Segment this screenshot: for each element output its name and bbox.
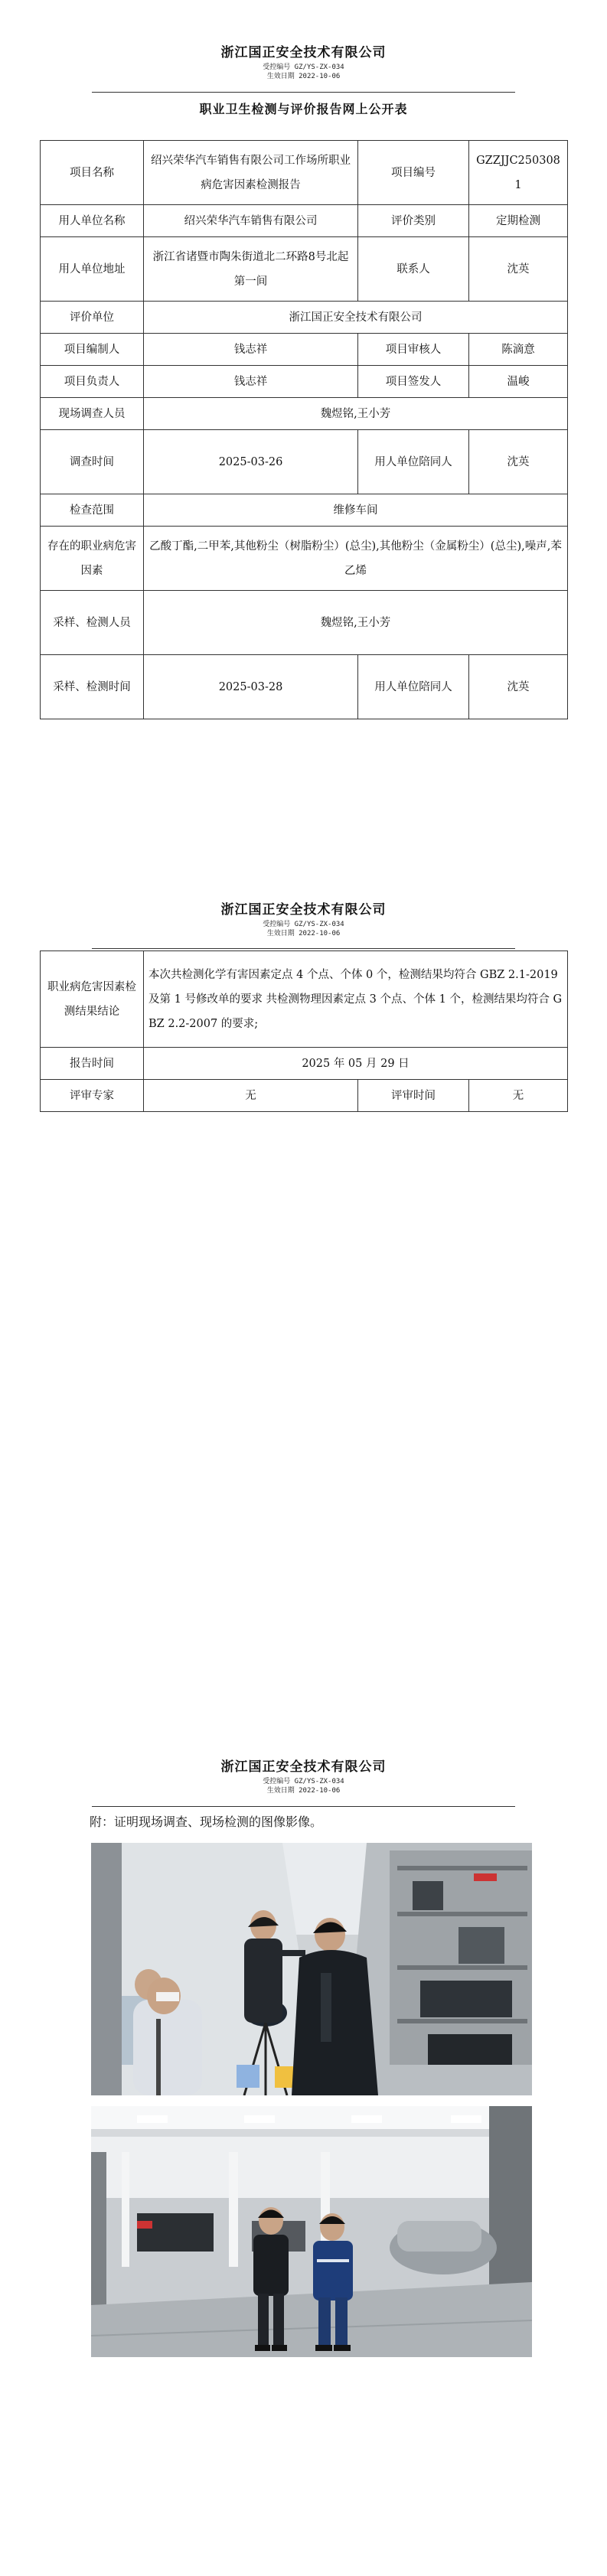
project-name-value: 绍兴荣华汽车销售有限公司工作场所职业病危害因素检测报告 — [144, 141, 358, 205]
leader-label: 项目负责人 — [41, 366, 144, 398]
table-row — [41, 1048, 568, 1080]
project-number-value: GZZJJC2503081 — [469, 141, 568, 205]
review-expert-label: 评审专家 — [41, 1080, 144, 1112]
survey-escort-label: 用人单位陪同人 — [358, 430, 469, 494]
report-time-label: 报告时间 — [41, 1048, 144, 1080]
table-row — [41, 366, 568, 398]
page-2 — [0, 842, 607, 1684]
page-3 — [0, 1684, 607, 2576]
report-time-value: 2025 年 05 月 29 日 — [144, 1048, 568, 1080]
page-1 — [0, 0, 607, 842]
eval-unit-label: 评价单位 — [41, 302, 144, 334]
control-number: 受控编号 GZ/YS-ZX-034 — [263, 921, 344, 928]
table-row — [41, 951, 568, 1048]
table-row — [41, 527, 568, 591]
employer-value: 绍兴荣华汽车销售有限公司 — [144, 205, 358, 237]
document-title: 职业卫生检测与评价报告网上公开表 — [199, 102, 408, 116]
table-row — [41, 237, 568, 302]
header-rule — [92, 1806, 515, 1807]
survey-escort-value: 沈英 — [469, 430, 568, 494]
sample-time-value: 2025-03-28 — [144, 655, 358, 719]
table-row — [41, 655, 568, 719]
conclusion-value: 本次共检测化学有害因素定点 4 个点、个体 0 个，检测结果均符合 GBZ 2.1-2019 及第 1 号修改单的要求 共检测物理因素定点 3 个点、个体 1 个，检测结果均符合 GBZ 2.2-2007 的要求; — [144, 951, 568, 1048]
eval-category-value: 定期检测 — [469, 205, 568, 237]
table-row — [41, 430, 568, 494]
sample-escort-value: 沈英 — [469, 655, 568, 719]
table-row — [41, 302, 568, 334]
sample-escort-label: 用人单位陪同人 — [358, 655, 469, 719]
employer-label: 用人单位名称 — [41, 205, 144, 237]
table-row — [41, 334, 568, 366]
issuer-value: 温峻 — [469, 366, 568, 398]
issuer-label: 项目签发人 — [358, 366, 469, 398]
company-name: 浙江国正安全技术有限公司 — [220, 1759, 387, 1775]
eval-unit-value: 浙江国正安全技术有限公司 — [144, 302, 568, 334]
scope-label: 检查范围 — [41, 494, 144, 527]
review-time-value: 无 — [469, 1080, 568, 1112]
table-row — [41, 398, 568, 430]
surveyors-label: 现场调查人员 — [41, 398, 144, 430]
reviewer-value: 陈滴意 — [469, 334, 568, 366]
contact-value: 沈英 — [469, 237, 568, 302]
conclusion-table — [40, 951, 568, 1112]
disclosure-table — [40, 140, 568, 719]
review-expert-value: 无 — [144, 1080, 358, 1112]
conclusion-label: 职业病危害因素检测结果结论 — [41, 951, 144, 1048]
hazards-label: 存在的职业病危害因素 — [41, 527, 144, 591]
compiler-value: 钱志祥 — [144, 334, 358, 366]
table-row — [41, 591, 568, 655]
page-header — [0, 44, 607, 81]
table-row — [41, 1080, 568, 1112]
effective-date: 生效日期 2022-10-06 — [266, 930, 341, 937]
page-header — [0, 1759, 607, 1795]
samplers-label: 采样、检测人员 — [41, 591, 144, 655]
sample-time-label: 采样、检测时间 — [41, 655, 144, 719]
survey-time-label: 调查时间 — [41, 430, 144, 494]
company-name: 浙江国正安全技术有限公司 — [220, 902, 387, 918]
page-header — [0, 902, 607, 938]
effective-date: 生效日期 2022-10-06 — [266, 73, 341, 80]
header-rule — [92, 92, 515, 93]
project-number-label: 项目编号 — [358, 141, 469, 205]
field-survey-photo — [91, 1843, 532, 2095]
table-row — [41, 141, 568, 205]
table-row — [41, 205, 568, 237]
samplers-value: 魏煜铭,王小芳 — [144, 591, 568, 655]
survey-time-value: 2025-03-26 — [144, 430, 358, 494]
effective-date: 生效日期 2022-10-06 — [266, 1787, 341, 1795]
scope-value: 维修车间 — [144, 494, 568, 527]
eval-category-label: 评价类别 — [358, 205, 469, 237]
company-name: 浙江国正安全技术有限公司 — [220, 45, 387, 60]
reviewer-label: 项目审核人 — [358, 334, 469, 366]
attachment-caption: 附：证明现场调查、现场检测的图像影像。 — [90, 1815, 323, 1829]
header-rule — [92, 948, 515, 949]
table-row — [41, 494, 568, 527]
review-time-label: 评审时间 — [358, 1080, 469, 1112]
project-name-label: 项目名称 — [41, 141, 144, 205]
surveyors-value: 魏煜铭,王小芳 — [144, 398, 568, 430]
leader-value: 钱志祥 — [144, 366, 358, 398]
address-label: 用人单位地址 — [41, 237, 144, 302]
address-value: 浙江省诸暨市陶朱街道北二环路8号北起第一间 — [144, 237, 358, 302]
contact-label: 联系人 — [358, 237, 469, 302]
compiler-label: 项目编制人 — [41, 334, 144, 366]
control-number: 受控编号 GZ/YS-ZX-034 — [263, 1778, 344, 1785]
hazards-value: 乙酸丁酯,二甲苯,其他粉尘（树脂粉尘）(总尘),其他粉尘（金属粉尘）(总尘),噪声,苯乙烯 — [144, 527, 568, 591]
field-testing-photo — [91, 2106, 532, 2357]
control-number: 受控编号 GZ/YS-ZX-034 — [263, 64, 344, 71]
